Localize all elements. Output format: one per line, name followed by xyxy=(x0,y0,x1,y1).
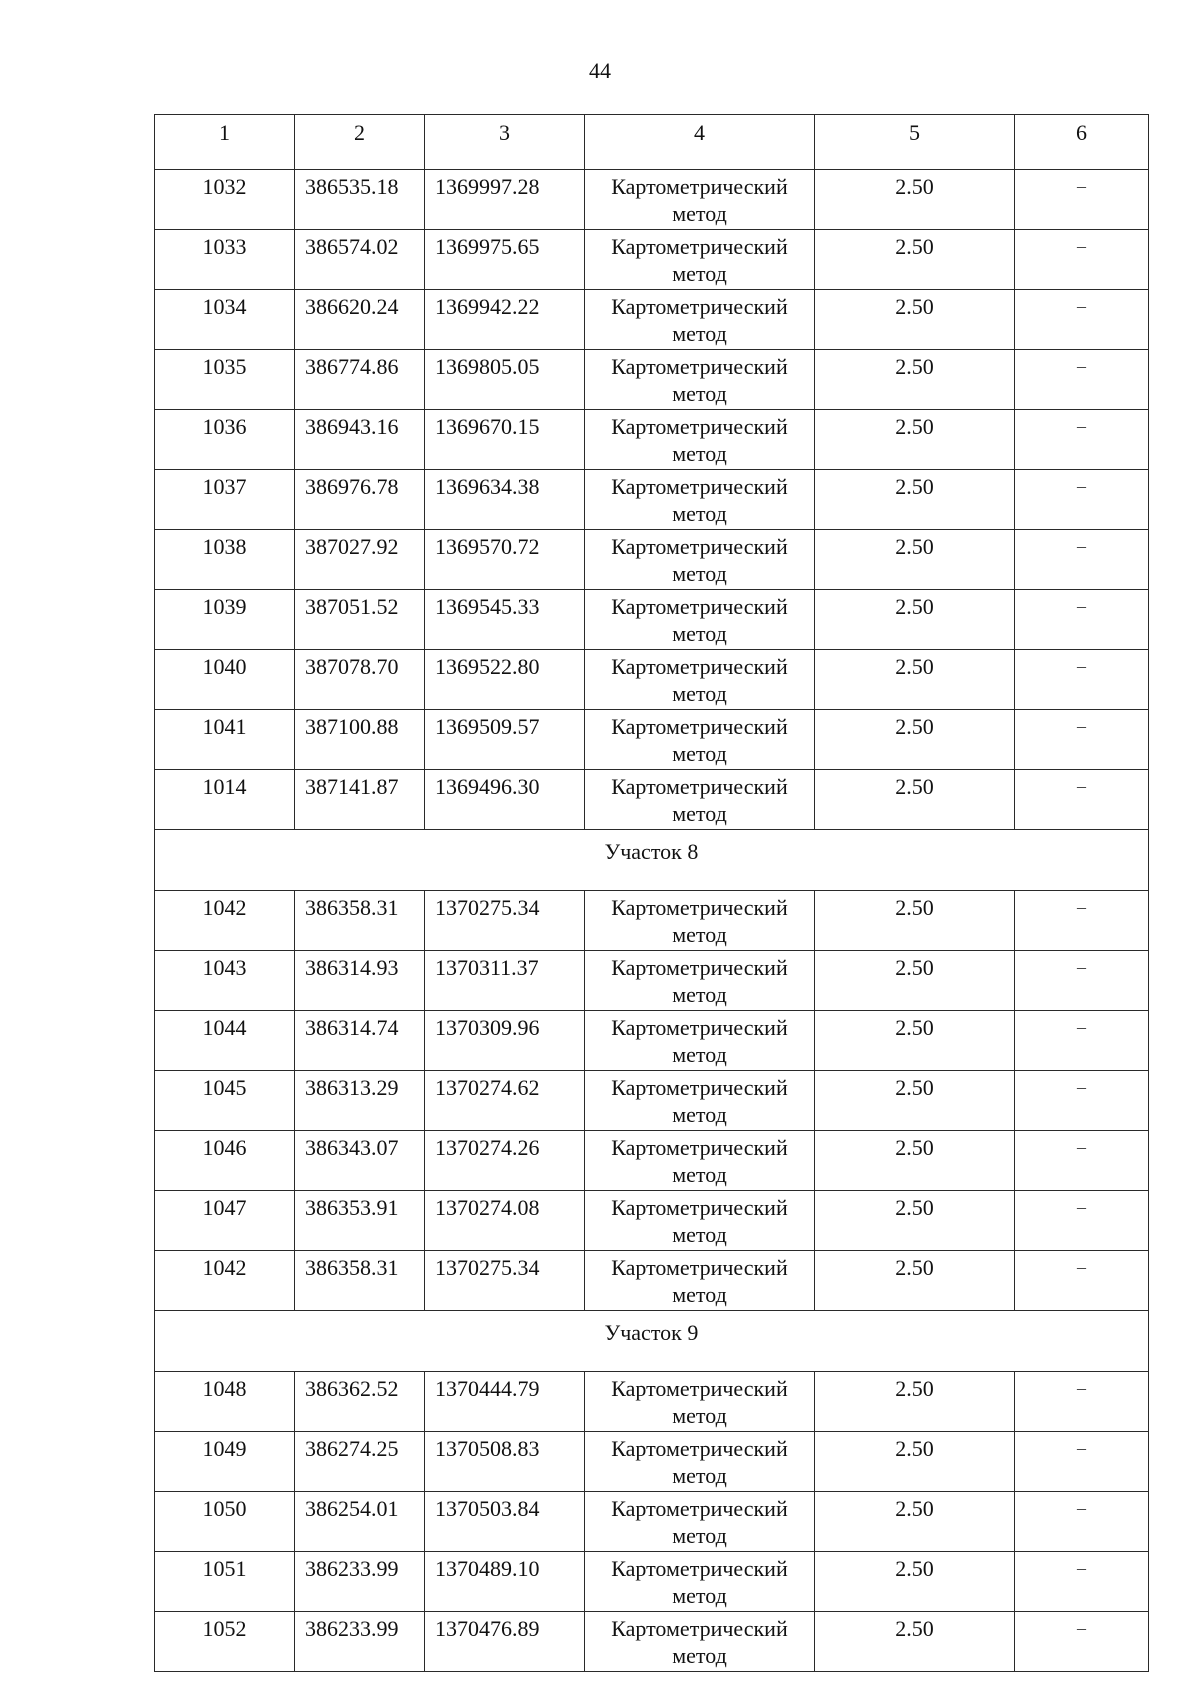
y-coordinate-cell: 1370311.37 xyxy=(425,951,585,1011)
accuracy-cell: 2.50 xyxy=(815,350,1015,410)
accuracy-cell: 2.50 xyxy=(815,1492,1015,1552)
table-row xyxy=(155,290,1149,350)
x-coordinate-cell: 387051.52 xyxy=(295,590,425,650)
method-cell: Картометрический метод xyxy=(585,951,815,1011)
accuracy-cell: 2.50 xyxy=(815,470,1015,530)
note-cell: – xyxy=(1015,1251,1149,1311)
point-number-cell: 1050 xyxy=(155,1492,295,1552)
note-cell: – xyxy=(1015,710,1149,770)
accuracy-cell: 2.50 xyxy=(815,1191,1015,1251)
y-coordinate-cell: 1370274.08 xyxy=(425,1191,585,1251)
x-coordinate-cell: 386343.07 xyxy=(295,1131,425,1191)
note-cell: – xyxy=(1015,230,1149,290)
y-coordinate-cell: 1369670.15 xyxy=(425,410,585,470)
x-coordinate-cell: 387141.87 xyxy=(295,770,425,830)
method-cell: Картометрический метод xyxy=(585,350,815,410)
section-title: Участок 8 xyxy=(155,830,1149,891)
method-cell: Картометрический метод xyxy=(585,290,815,350)
point-number-cell: 1040 xyxy=(155,650,295,710)
point-number-cell: 1033 xyxy=(155,230,295,290)
column-header: 5 xyxy=(815,115,1015,170)
y-coordinate-cell: 1369509.57 xyxy=(425,710,585,770)
column-header: 2 xyxy=(295,115,425,170)
x-coordinate-cell: 386943.16 xyxy=(295,410,425,470)
table-row xyxy=(155,770,1149,830)
x-coordinate-cell: 386362.52 xyxy=(295,1372,425,1432)
method-cell: Картометрический метод xyxy=(585,170,815,230)
table-row xyxy=(155,710,1149,770)
point-number-cell: 1036 xyxy=(155,410,295,470)
point-number-cell: 1049 xyxy=(155,1432,295,1492)
table-row xyxy=(155,1011,1149,1071)
accuracy-cell: 2.50 xyxy=(815,1011,1015,1071)
note-cell: – xyxy=(1015,530,1149,590)
x-coordinate-cell: 386353.91 xyxy=(295,1191,425,1251)
point-number-cell: 1045 xyxy=(155,1071,295,1131)
table-row xyxy=(155,1492,1149,1552)
section-header-row xyxy=(155,1311,1149,1372)
note-cell: – xyxy=(1015,1492,1149,1552)
table-row xyxy=(155,1191,1149,1251)
point-number-cell: 1039 xyxy=(155,590,295,650)
y-coordinate-cell: 1369975.65 xyxy=(425,230,585,290)
note-cell: – xyxy=(1015,1612,1149,1672)
point-number-cell: 1052 xyxy=(155,1612,295,1672)
y-coordinate-cell: 1370476.89 xyxy=(425,1612,585,1672)
table-row xyxy=(155,891,1149,951)
table-row xyxy=(155,650,1149,710)
method-cell: Картометрический метод xyxy=(585,650,815,710)
x-coordinate-cell: 386358.31 xyxy=(295,891,425,951)
note-cell: – xyxy=(1015,770,1149,830)
point-number-cell: 1042 xyxy=(155,1251,295,1311)
x-coordinate-cell: 386774.86 xyxy=(295,350,425,410)
column-header: 3 xyxy=(425,115,585,170)
table-row xyxy=(155,170,1149,230)
point-number-cell: 1046 xyxy=(155,1131,295,1191)
x-coordinate-cell: 386313.29 xyxy=(295,1071,425,1131)
accuracy-cell: 2.50 xyxy=(815,710,1015,770)
accuracy-cell: 2.50 xyxy=(815,590,1015,650)
method-cell: Картометрический метод xyxy=(585,1372,815,1432)
table-header-row xyxy=(155,115,1149,170)
table-row xyxy=(155,1071,1149,1131)
method-cell: Картометрический метод xyxy=(585,530,815,590)
y-coordinate-cell: 1370508.83 xyxy=(425,1432,585,1492)
point-number-cell: 1038 xyxy=(155,530,295,590)
x-coordinate-cell: 386314.74 xyxy=(295,1011,425,1071)
x-coordinate-cell: 386233.99 xyxy=(295,1612,425,1672)
point-number-cell: 1034 xyxy=(155,290,295,350)
accuracy-cell: 2.50 xyxy=(815,1612,1015,1672)
accuracy-cell: 2.50 xyxy=(815,1071,1015,1131)
section-title: Участок 9 xyxy=(155,1311,1149,1372)
coordinates-table xyxy=(154,114,1149,1672)
accuracy-cell: 2.50 xyxy=(815,1251,1015,1311)
y-coordinate-cell: 1370489.10 xyxy=(425,1552,585,1612)
accuracy-cell: 2.50 xyxy=(815,650,1015,710)
accuracy-cell: 2.50 xyxy=(815,770,1015,830)
accuracy-cell: 2.50 xyxy=(815,530,1015,590)
y-coordinate-cell: 1369570.72 xyxy=(425,530,585,590)
note-cell: – xyxy=(1015,650,1149,710)
point-number-cell: 1047 xyxy=(155,1191,295,1251)
column-header: 6 xyxy=(1015,115,1149,170)
method-cell: Картометрический метод xyxy=(585,1251,815,1311)
point-number-cell: 1041 xyxy=(155,710,295,770)
y-coordinate-cell: 1370275.34 xyxy=(425,1251,585,1311)
note-cell: – xyxy=(1015,1372,1149,1432)
note-cell: – xyxy=(1015,1131,1149,1191)
table-row xyxy=(155,470,1149,530)
y-coordinate-cell: 1369522.80 xyxy=(425,650,585,710)
table-row xyxy=(155,1612,1149,1672)
accuracy-cell: 2.50 xyxy=(815,290,1015,350)
note-cell: – xyxy=(1015,290,1149,350)
method-cell: Картометрический метод xyxy=(585,891,815,951)
accuracy-cell: 2.50 xyxy=(815,1552,1015,1612)
x-coordinate-cell: 386314.93 xyxy=(295,951,425,1011)
method-cell: Картометрический метод xyxy=(585,1191,815,1251)
accuracy-cell: 2.50 xyxy=(815,1372,1015,1432)
point-number-cell: 1042 xyxy=(155,891,295,951)
note-cell: – xyxy=(1015,410,1149,470)
x-coordinate-cell: 387100.88 xyxy=(295,710,425,770)
note-cell: – xyxy=(1015,1191,1149,1251)
y-coordinate-cell: 1369496.30 xyxy=(425,770,585,830)
note-cell: – xyxy=(1015,1071,1149,1131)
y-coordinate-cell: 1370503.84 xyxy=(425,1492,585,1552)
note-cell: – xyxy=(1015,170,1149,230)
table-row xyxy=(155,530,1149,590)
coordinates-table-body xyxy=(155,115,1149,1672)
x-coordinate-cell: 386620.24 xyxy=(295,290,425,350)
accuracy-cell: 2.50 xyxy=(815,170,1015,230)
table-row xyxy=(155,350,1149,410)
accuracy-cell: 2.50 xyxy=(815,410,1015,470)
table-row xyxy=(155,1432,1149,1492)
table-row xyxy=(155,230,1149,290)
method-cell: Картометрический метод xyxy=(585,470,815,530)
accuracy-cell: 2.50 xyxy=(815,951,1015,1011)
section-header-row xyxy=(155,830,1149,891)
x-coordinate-cell: 386254.01 xyxy=(295,1492,425,1552)
x-coordinate-cell: 387027.92 xyxy=(295,530,425,590)
y-coordinate-cell: 1370274.62 xyxy=(425,1071,585,1131)
method-cell: Картометрический метод xyxy=(585,1131,815,1191)
point-number-cell: 1043 xyxy=(155,951,295,1011)
note-cell: – xyxy=(1015,350,1149,410)
y-coordinate-cell: 1370309.96 xyxy=(425,1011,585,1071)
note-cell: – xyxy=(1015,1432,1149,1492)
y-coordinate-cell: 1369942.22 xyxy=(425,290,585,350)
x-coordinate-cell: 386274.25 xyxy=(295,1432,425,1492)
accuracy-cell: 2.50 xyxy=(815,891,1015,951)
x-coordinate-cell: 387078.70 xyxy=(295,650,425,710)
x-coordinate-cell: 386574.02 xyxy=(295,230,425,290)
table-row xyxy=(155,410,1149,470)
method-cell: Картометрический метод xyxy=(585,1492,815,1552)
table-row xyxy=(155,951,1149,1011)
point-number-cell: 1044 xyxy=(155,1011,295,1071)
y-coordinate-cell: 1370275.34 xyxy=(425,891,585,951)
column-header: 4 xyxy=(585,115,815,170)
method-cell: Картометрический метод xyxy=(585,230,815,290)
note-cell: – xyxy=(1015,590,1149,650)
y-coordinate-cell: 1369997.28 xyxy=(425,170,585,230)
accuracy-cell: 2.50 xyxy=(815,1131,1015,1191)
point-number-cell: 1032 xyxy=(155,170,295,230)
point-number-cell: 1048 xyxy=(155,1372,295,1432)
point-number-cell: 1051 xyxy=(155,1552,295,1612)
note-cell: – xyxy=(1015,1552,1149,1612)
method-cell: Картометрический метод xyxy=(585,410,815,470)
table-row xyxy=(155,1552,1149,1612)
table-row xyxy=(155,590,1149,650)
method-cell: Картометрический метод xyxy=(585,1011,815,1071)
y-coordinate-cell: 1370444.79 xyxy=(425,1372,585,1432)
x-coordinate-cell: 386976.78 xyxy=(295,470,425,530)
x-coordinate-cell: 386535.18 xyxy=(295,170,425,230)
y-coordinate-cell: 1369545.33 xyxy=(425,590,585,650)
page-number: 44 xyxy=(589,58,611,83)
point-number-cell: 1035 xyxy=(155,350,295,410)
accuracy-cell: 2.50 xyxy=(815,230,1015,290)
method-cell: Картометрический метод xyxy=(585,1432,815,1492)
method-cell: Картометрический метод xyxy=(585,1552,815,1612)
note-cell: – xyxy=(1015,951,1149,1011)
x-coordinate-cell: 386233.99 xyxy=(295,1552,425,1612)
method-cell: Картометрический метод xyxy=(585,1071,815,1131)
method-cell: Картометрический метод xyxy=(585,770,815,830)
point-number-cell: 1014 xyxy=(155,770,295,830)
note-cell: – xyxy=(1015,1011,1149,1071)
note-cell: – xyxy=(1015,470,1149,530)
accuracy-cell: 2.50 xyxy=(815,1432,1015,1492)
x-coordinate-cell: 386358.31 xyxy=(295,1251,425,1311)
table-row xyxy=(155,1131,1149,1191)
y-coordinate-cell: 1369634.38 xyxy=(425,470,585,530)
column-header: 1 xyxy=(155,115,295,170)
y-coordinate-cell: 1370274.26 xyxy=(425,1131,585,1191)
y-coordinate-cell: 1369805.05 xyxy=(425,350,585,410)
point-number-cell: 1037 xyxy=(155,470,295,530)
method-cell: Картометрический метод xyxy=(585,590,815,650)
note-cell: – xyxy=(1015,891,1149,951)
method-cell: Картометрический метод xyxy=(585,1612,815,1672)
method-cell: Картометрический метод xyxy=(585,710,815,770)
table-row xyxy=(155,1372,1149,1432)
table-row xyxy=(155,1251,1149,1311)
